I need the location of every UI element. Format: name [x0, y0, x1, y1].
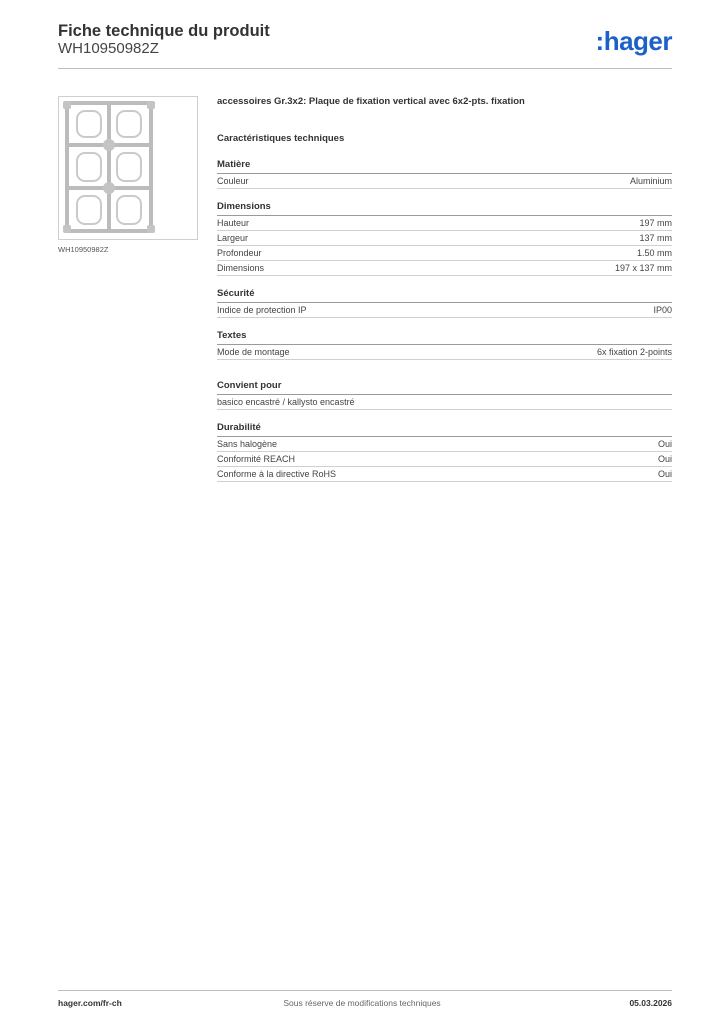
spec-value: Oui [657, 469, 672, 479]
spec-label: basico encastré / kallysto encastré [217, 397, 355, 407]
spec-label: Conformité REACH [217, 454, 296, 464]
section-suitable-for [217, 380, 672, 410]
section-title: Matière [217, 159, 672, 174]
spec-value: 1.50 mm [636, 248, 672, 258]
page-title: Fiche technique du produit [58, 22, 270, 40]
mounting-plate-drawing [59, 97, 197, 239]
section-title: Textes [217, 330, 672, 345]
spec-row [217, 452, 672, 467]
footer-disclaimer: Sous réserve de modifications techniques [283, 998, 441, 1008]
spec-label: Dimensions [217, 263, 265, 273]
spec-row [217, 303, 672, 318]
spec-value: 197 mm [639, 218, 672, 228]
spec-label: Indice de protection IP [217, 305, 307, 315]
section-durability [217, 422, 672, 482]
spec-row [217, 345, 672, 360]
hager-logo: :hager [595, 26, 672, 56]
spec-value: Aluminium [629, 176, 672, 186]
footer-website-link[interactable]: hager.com/fr-ch [58, 998, 122, 1008]
product-reference: WH10950982Z [58, 40, 159, 57]
spec-label: Mode de montage [217, 347, 290, 357]
spec-label: Hauteur [217, 218, 250, 228]
section-material [217, 159, 672, 189]
spec-label: Largeur [217, 233, 249, 243]
footer-date: 05.03.2026 [629, 998, 672, 1008]
spec-value: IP00 [653, 305, 672, 315]
spec-label: Conforme à la directive RoHS [217, 469, 337, 479]
section-title: Dimensions [217, 201, 672, 216]
image-caption: WH10950982Z [58, 245, 109, 254]
section-texts [217, 330, 672, 360]
spec-content [217, 96, 672, 494]
product-image [58, 96, 198, 240]
spec-row [217, 174, 672, 189]
spec-value: 137 mm [639, 233, 672, 243]
section-title: Durabilité [217, 422, 672, 437]
product-description: accessoires Gr.3x2: Plaque de fixation vertical avec 6x2-pts. fixation [217, 96, 525, 107]
header-divider [58, 68, 672, 69]
spec-value: 197 x 137 mm [614, 263, 672, 273]
spec-row [217, 216, 672, 231]
spec-row [217, 395, 672, 410]
section-title: Convient pour [217, 380, 672, 395]
spec-value: Oui [657, 454, 672, 464]
spec-row [217, 467, 672, 482]
spec-row [217, 261, 672, 276]
footer-divider [58, 990, 672, 991]
spec-value: Oui [657, 439, 672, 449]
spec-row [217, 231, 672, 246]
spec-label: Couleur [217, 176, 249, 186]
tech-characteristics-heading: Caractéristiques techniques [217, 133, 345, 144]
section-dimensions [217, 201, 672, 276]
spec-row [217, 437, 672, 452]
spec-value: 6x fixation 2-points [596, 347, 672, 357]
section-title: Sécurité [217, 288, 672, 303]
spec-label: Sans halogène [217, 439, 278, 449]
section-security [217, 288, 672, 318]
spec-row [217, 246, 672, 261]
spec-label: Profondeur [217, 248, 262, 258]
